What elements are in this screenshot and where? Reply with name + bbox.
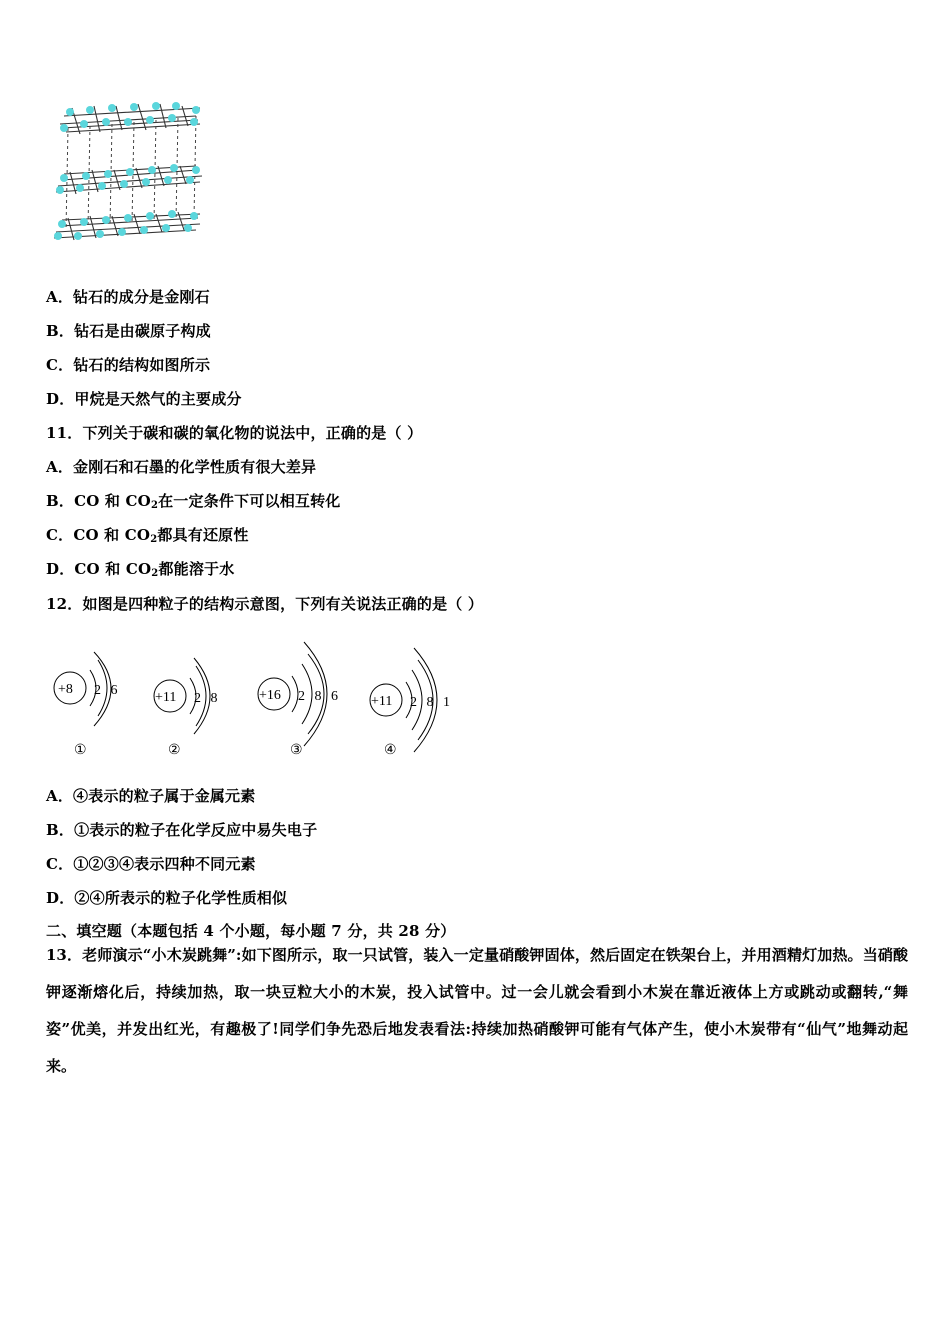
particle-2-nucleus: +11 — [155, 690, 177, 705]
q11-option-a: A．金刚石和石墨的化学性质有很大差异 — [46, 458, 317, 476]
q11-option-b-suffix: 在一定条件下可以相互转化 — [158, 492, 341, 510]
q11-option-b-prefix: B．CO 和 CO — [46, 492, 151, 510]
q12-option-d: D．②④所表示的粒子化学性质相似 — [46, 889, 288, 907]
q12-option-b: B．①表示的粒子在化学反应中易失电子 — [46, 821, 318, 839]
q12-option-c: C．①②③④表示四种不同元素 — [46, 855, 256, 873]
subscript: 2 — [150, 534, 158, 545]
particle-2-shells: 2 8 — [194, 691, 221, 706]
q11-stem: 11．下列关于碳和碳的氧化物的说法中，正确的是（ ） — [46, 424, 423, 442]
q11-option-d — [46, 558, 234, 579]
q11-option-b — [46, 490, 341, 511]
q10-option-d: D．甲烷是天然气的主要成分 — [46, 390, 242, 408]
particle-4-shells: 2 8 1 — [410, 695, 453, 710]
q12-option-a: A．④表示的粒子属于金属元素 — [46, 787, 256, 805]
q11-option-d-prefix: D．CO 和 CO — [46, 560, 152, 578]
q11-option-c — [46, 524, 249, 545]
particle-4-label: ④ — [384, 743, 397, 758]
q10-option-c: C．钻石的结构如图所示 — [46, 356, 211, 374]
q11-option-c-prefix: C．CO 和 CO — [46, 526, 151, 544]
particle-1-shells: 2 6 — [94, 683, 121, 698]
q11-option-d-suffix: 都能溶于水 — [158, 560, 235, 578]
particle-3-label: ③ — [290, 743, 303, 758]
q13-text: 13．老师演示“小木炭跳舞”:如下图所示，取一只试管，装入一定量硝酸钾固体，然后固定在铁架台上，并用酒精灯加热。当硝酸钾逐渐熔化后，持续加热，取一块豆粒大小的木炭，投入试管中。过一会儿就会看到小木炭在靠近液体上方或跳动或翻转,“舞姿”优美，并发出红光，有趣极了!同学们争先恐后地发表看法:持续加热硝酸钾可能有气体产生，使小木炭带有“仙气”地舞动起来。 — [46, 946, 908, 1075]
q11-option-c-suffix: 都具有还原性 — [157, 526, 249, 544]
subscript: 2 — [150, 500, 159, 511]
atomic-structure-diagrams — [46, 634, 466, 764]
subscript: 2 — [151, 568, 159, 579]
particle-3-nucleus: +16 — [259, 688, 281, 703]
q10-option-b: B．钻石是由碳原子构成 — [46, 322, 211, 340]
particle-1-nucleus: +8 — [58, 682, 73, 697]
lattice-structure-figure — [50, 98, 208, 250]
particle-4-nucleus: +11 — [371, 694, 393, 709]
particle-1-label: ① — [74, 743, 87, 758]
particle-3-shells: 2 8 6 — [298, 689, 341, 704]
particle-2-label: ② — [168, 743, 181, 758]
section-2-heading: 二、填空题（本题包括 4 个小题，每小题 7 分，共 28 分） — [46, 922, 456, 940]
q12-stem: 12．如图是四种粒子的结构示意图，下列有关说法正确的是（ ） — [46, 595, 484, 613]
q10-option-a: A．钻石的成分是金刚石 — [46, 288, 210, 306]
